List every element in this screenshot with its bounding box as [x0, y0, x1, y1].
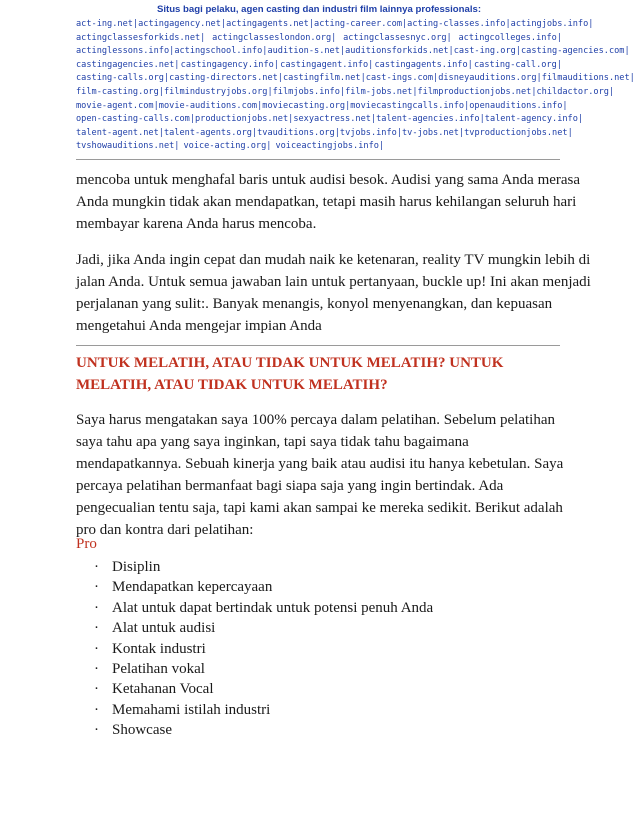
pro-item-text: Pelatihan vokal: [112, 661, 205, 678]
link-line: [76, 18, 594, 32]
site-link[interactable]: castingagencies.net|: [76, 59, 180, 70]
site-link[interactable]: cast-ings.com|: [365, 73, 439, 84]
site-link[interactable]: talent-agent.net|: [76, 127, 164, 138]
site-link[interactable]: actingjobs.info|: [510, 19, 594, 29]
links-header-title: Situs bagi pelaku, agen casting dan industri film lainnya professionals:: [156, 4, 482, 15]
site-link[interactable]: casting-calls.org|: [76, 73, 170, 84]
site-link[interactable]: actingclasseslondon.org|: [212, 32, 337, 43]
bullet-icon: ·: [94, 599, 99, 616]
site-link[interactable]: actingagency.net|: [138, 19, 227, 29]
site-link[interactable]: moviecastingcalls.info|: [350, 100, 470, 111]
link-line: [76, 100, 568, 114]
site-link[interactable]: cast-ing.org|: [453, 46, 521, 57]
bullet-icon: ·: [94, 620, 99, 637]
link-line: [76, 59, 562, 73]
site-link[interactable]: movie-agent.com|: [76, 100, 159, 111]
site-link[interactable]: moviecasting.org|: [262, 100, 351, 111]
site-link[interactable]: openauditions.info|: [469, 100, 568, 111]
bullet-icon: ·: [94, 640, 99, 657]
pro-label: Pro: [76, 536, 97, 552]
bullet-icon: ·: [94, 681, 99, 698]
paragraph-2: Jadi, jika Anda ingin cepat dan mudah naik ke ketenaran, reality TV mungkin lebih di jalan Anda. Untuk semua jawaban lain untuk pertanyaan, buckle up! Ini akan menjadi perjalanan yang sulit:. Banyak menangis, konyol menyenangkan, dan kepuasan mengetahui Anda mengejar impian Anda: [76, 252, 591, 334]
site-link[interactable]: talent-agents.org|: [163, 127, 258, 138]
pro-item-text: Alat untuk audisi: [112, 620, 216, 637]
site-link[interactable]: act-ing.net|: [76, 19, 139, 29]
bullet-icon: ·: [94, 559, 99, 575]
pro-list-item: [94, 618, 433, 638]
site-link[interactable]: tvproductionjobs.net|: [464, 127, 573, 138]
site-link[interactable]: childactor.org|: [536, 86, 615, 97]
site-link[interactable]: movie-auditions.com|: [158, 100, 263, 111]
pro-list-item: [94, 598, 433, 618]
site-link[interactable]: voice-acting.org|: [183, 141, 272, 152]
site-link[interactable]: casting-agencies.com|: [520, 46, 630, 57]
site-link[interactable]: voiceactingjobs.info|: [275, 141, 385, 152]
site-link[interactable]: filmindustryjobs.org|: [163, 86, 273, 97]
link-line: [76, 86, 615, 100]
site-link[interactable]: sexyactress.net|: [293, 114, 377, 125]
site-link[interactable]: audition-s.net|: [267, 46, 346, 57]
link-line: [76, 45, 630, 59]
bullet-icon: ·: [94, 661, 99, 678]
site-link[interactable]: casting-call.org|: [474, 59, 562, 70]
pro-item-text: Memahami istilah industri: [112, 701, 271, 718]
site-link[interactable]: actingcolleges.info|: [458, 32, 562, 43]
pro-item-text: Ketahanan Vocal: [112, 681, 214, 698]
site-link[interactable]: talent-agencies.info|: [376, 114, 485, 125]
site-link[interactable]: actingclassesnyc.org|: [343, 32, 452, 43]
pro-list-item: [94, 639, 433, 659]
site-link[interactable]: film-jobs.net|: [345, 86, 418, 97]
pro-item-text: Showcase: [112, 722, 172, 739]
links-list: [76, 18, 635, 154]
site-link[interactable]: actinglessons.info|: [76, 46, 175, 57]
site-link[interactable]: actingagents.net|: [226, 19, 315, 29]
pro-list-item: [94, 720, 433, 740]
pro-item-text: Mendapatkan kepercayaan: [112, 579, 273, 596]
site-link[interactable]: film-casting.org|: [76, 86, 164, 97]
site-link[interactable]: filmjobs.info|: [272, 86, 346, 97]
site-link[interactable]: tv-jobs.net|: [402, 127, 465, 138]
links-header: [76, 4, 635, 154]
pro-list-item: [94, 700, 433, 720]
site-link[interactable]: acting-classes.info|: [407, 19, 511, 29]
bullet-icon: ·: [94, 579, 99, 596]
site-link[interactable]: productionjobs.net|: [195, 114, 294, 125]
site-link[interactable]: castingagent.info|: [280, 59, 374, 70]
site-link[interactable]: acting-career.com|: [314, 19, 408, 29]
site-link[interactable]: disneyauditions.org|: [438, 73, 542, 84]
site-link[interactable]: castingfilm.net|: [282, 73, 366, 84]
link-line: [76, 32, 562, 46]
site-link[interactable]: tvauditions.org|: [257, 127, 340, 138]
bullet-icon: ·: [94, 701, 99, 718]
link-line: [76, 72, 635, 86]
link-line: [76, 113, 584, 127]
pro-item-text: Disiplin: [112, 559, 161, 575]
site-link[interactable]: actingclassesforkids.net|: [76, 32, 206, 43]
pro-list-item: [94, 659, 433, 679]
site-link[interactable]: tvjobs.info|: [339, 127, 402, 138]
site-link[interactable]: castingagents.info|: [374, 59, 473, 70]
bullet-icon: ·: [94, 722, 99, 739]
section-heading: UNTUK MELATIH, ATAU TIDAK UNTUK MELATIH? UNTUK MELATIH, ATAU TIDAK UNTUK MELATIH?: [76, 355, 504, 393]
pro-list: [94, 557, 433, 741]
site-link[interactable]: talent-agency.info|: [484, 114, 584, 125]
site-link[interactable]: filmproductionjobs.net|: [417, 86, 537, 97]
pro-item-text: Alat untuk dapat bertindak untuk potensi penuh Anda: [112, 599, 434, 616]
link-line: [76, 140, 562, 154]
header-divider: [76, 159, 560, 160]
section-divider: [76, 345, 560, 346]
site-link[interactable]: auditionsforkids.net|: [345, 46, 454, 57]
link-line: [76, 127, 573, 141]
pro-list-item: [94, 577, 433, 597]
site-link[interactable]: castingagency.info|: [180, 59, 279, 70]
pro-list-item: [94, 557, 433, 577]
site-link[interactable]: casting-directors.net|: [169, 73, 283, 84]
site-link[interactable]: open-casting-calls.com|: [76, 114, 195, 125]
site-link[interactable]: tvshowauditions.net|: [76, 141, 180, 152]
pro-list-item: [94, 679, 433, 699]
site-link[interactable]: filmauditions.net|: [541, 73, 635, 84]
paragraph-3: Saya harus mengatakan saya 100% percaya dalam pelatihan. Sebelum pelatihan saya tahu apa yang saya inginkan, tapi saya tidak tahu bagaimana mendapatkannya. Sebuah kinerja yang baik atau audisi itu hanya kebetulan. Saya percaya pelatihan bermanfaat bagi siapa saja yang ingin bertindak. Ada pengecualian tentu saja, tapi kami akan sampai ke mereka sedikit. Berikut adalah pro dan kontra dari pelatihan:: [76, 412, 564, 538]
pro-item-text: Kontak industri: [112, 640, 206, 657]
paragraph-1: mencoba untuk menghafal baris untuk audisi besok. Audisi yang sama Anda merasa Anda mungkin tidak akan mendapatkan, tetapi masih harus kehilangan seluruh hari membayar karena Anda harus mencoba.: [76, 172, 581, 232]
site-link[interactable]: actingschool.info|: [174, 46, 268, 57]
